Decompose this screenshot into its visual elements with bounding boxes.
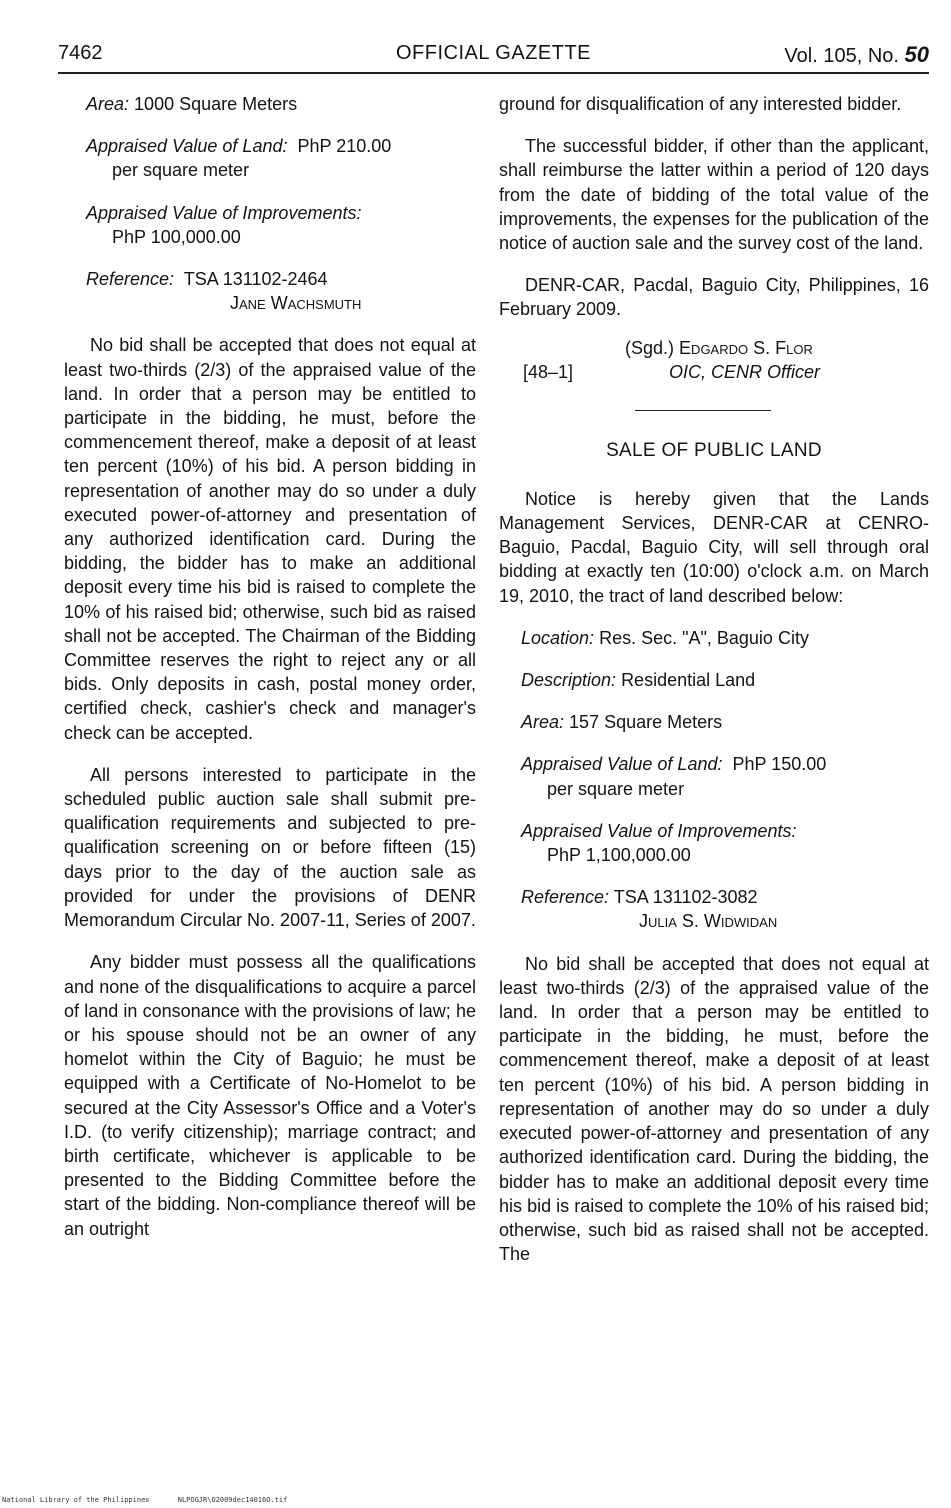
signed-mark: (Sgd.): [625, 337, 675, 358]
land-value-field: [86, 134, 476, 182]
land-value-amount-right: PhP 150.00: [732, 754, 827, 775]
reference-label-right: Reference:: [521, 887, 610, 908]
reference-label: Reference:: [86, 269, 175, 290]
page-header: [58, 42, 929, 76]
reference-field-right: [521, 885, 929, 933]
volume-info: [784, 42, 929, 68]
library-credit: National Library of the Philippines: [2, 1496, 150, 1504]
reference-field: [86, 267, 476, 315]
improvements-label-right: Appraised Value of Improvements:: [521, 820, 797, 841]
bid-paragraph: No bid shall be accepted that does not equal at least two-thirds (2/3) of the appraised value of the land. In order that a person may be entitled to participate in the bidding, he must, before the commencement thereof, make a deposit of at least ten percent (10%) of his bid. A person bidding in representation of another may do so under a duly executed power-of-attorney and presentation of any authorized identification card. During the bidding, the bidder has to make an additional deposit every time his bid is raised to complete the 10% of his raised bid; otherwise, such bid as raised shall not be accepted. The Chairman of the Bidding Committee reserves the right to reject any or all bids. Only deposits in cash, postal money order, certified check, cashier's check and manager's check can be accepted.: [64, 335, 476, 743]
signatory-name: Edgardo S. Flor: [679, 337, 813, 358]
land-value-field-right: [521, 752, 929, 800]
signature-line: [625, 336, 813, 360]
area-label-right: Area:: [521, 712, 565, 733]
description-field: [521, 668, 929, 692]
reference-value: TSA 131102-2464: [183, 269, 328, 290]
land-value-label-right: Appraised Value of Land:: [521, 754, 723, 775]
land-value-unit: per square meter: [112, 160, 250, 181]
area-field: [86, 92, 476, 116]
dateline: DENR-CAR, Pacdal, Baguio City, Philippines, 16 February 2009.: [499, 275, 929, 320]
left-column: [64, 92, 476, 1259]
prequalification-paragraph: All persons interested to participate in the scheduled public auction sale shall submit pre-qualification requirements and subjected to pre-qualification screening on or before fifteen (15) days prior to the day of the auction sale as provided for under the provisions of DENR Memorandum Circular No. 2007-11, Series of 2007.: [64, 764, 476, 931]
signature-block: [499, 336, 929, 396]
scan-filename: NLPOGJR\O2009dec14016O.tif: [177, 1496, 288, 1504]
land-value-amount: PhP 210.00: [297, 136, 392, 157]
notice-paragraph: Notice is hereby given that the Lands Management Services, DENR-CAR at CENRO-Baguio, Pacdal, Baguio City, will sell through oral bidding at exactly ten (10:00) o'clock a.m. on March 19, 2010, the tract of land described below:: [499, 488, 929, 606]
bidder-paragraph: Any bidder must possess all the qualifications and none of the disqualifications to acquire a parcel of land in consonance with the provisions of law; he or his spouse should not be an owner of any homelot within the City of Baguio; he must be equipped with a Certificate of No-Homelot to be secured at the City Assessor's Office and a Voter's I.D. (to verify citizenship); marriage contract; and birth certificate, whichever is applicable to be presented to the Bidding Committee before the start of the bidding. Non-compliance thereof will be an outright: [64, 952, 476, 1239]
section-title: SALE OF PUBLIC LAND: [606, 439, 822, 461]
reference-name: Jane Wachsmuth: [230, 293, 362, 314]
land-value-label: Appraised Value of Land:: [86, 136, 288, 157]
description-label: Description:: [521, 670, 617, 691]
improvements-field-right: [521, 819, 929, 867]
improvements-value-right: PhP 1,100,000.00: [547, 845, 691, 866]
page-number: 7462: [58, 42, 103, 64]
improvements-value: PhP 100,000.00: [112, 226, 241, 247]
signatory-title: OIC, CENR Officer: [669, 361, 821, 382]
volume-label: Vol. 105, No.: [784, 45, 899, 67]
location-field: [521, 626, 929, 650]
area-value: 1000 Square Meters: [134, 94, 298, 114]
header-rule: [58, 72, 929, 74]
issue-number: 50: [904, 42, 929, 67]
reference-value-right: TSA 131102-3082: [613, 887, 758, 908]
bid-paragraph-right: No bid shall be accepted that does not equal at least two-thirds (2/3) of the appraised value of the land. In order that a person may be entitled to participate in the bidding, he must, before the commencement thereof, make a deposit of at least ten percent (10%) of his bid. A person bidding in representation of another may do so under a duly executed power-of-attorney and presentation of any authorized identification card. During the bidding, the bidder has to make an additional deposit every time his bid is raised to complete the 10% of his raised bid; otherwise, such bid as raised shall not be accepted. The: [499, 953, 929, 1265]
publication-title: OFFICIAL GAZETTE: [395, 42, 592, 64]
continued-paragraph: ground for disqualification of any interested bidder.: [499, 94, 902, 114]
location-value: Res. Sec. "A", Baguio City: [599, 627, 809, 648]
improvements-label: Appraised Value of Improvements:: [86, 202, 362, 223]
area-value-right: 157 Square Meters: [569, 712, 723, 733]
scan-footer: [2, 1496, 311, 1504]
area-label: Area:: [86, 94, 130, 114]
section-divider: [635, 410, 771, 411]
land-value-unit-right: per square meter: [547, 778, 685, 799]
issue-reference: [48–1]: [523, 361, 574, 382]
right-column: [499, 92, 929, 1284]
improvements-field: [86, 201, 476, 249]
reference-name-right: Julia S. Widwidan: [639, 911, 778, 932]
area-field-right: [521, 710, 929, 734]
reimburse-paragraph: The successful bidder, if other than the applicant, shall reimburse the latter within a period of 120 days from the date of bidding of the total value of the improvements, the expenses for the publication of the notice of auction sale and the survey cost of the land.: [499, 136, 929, 254]
description-value: Residential Land: [621, 670, 756, 691]
location-label: Location:: [521, 627, 595, 648]
